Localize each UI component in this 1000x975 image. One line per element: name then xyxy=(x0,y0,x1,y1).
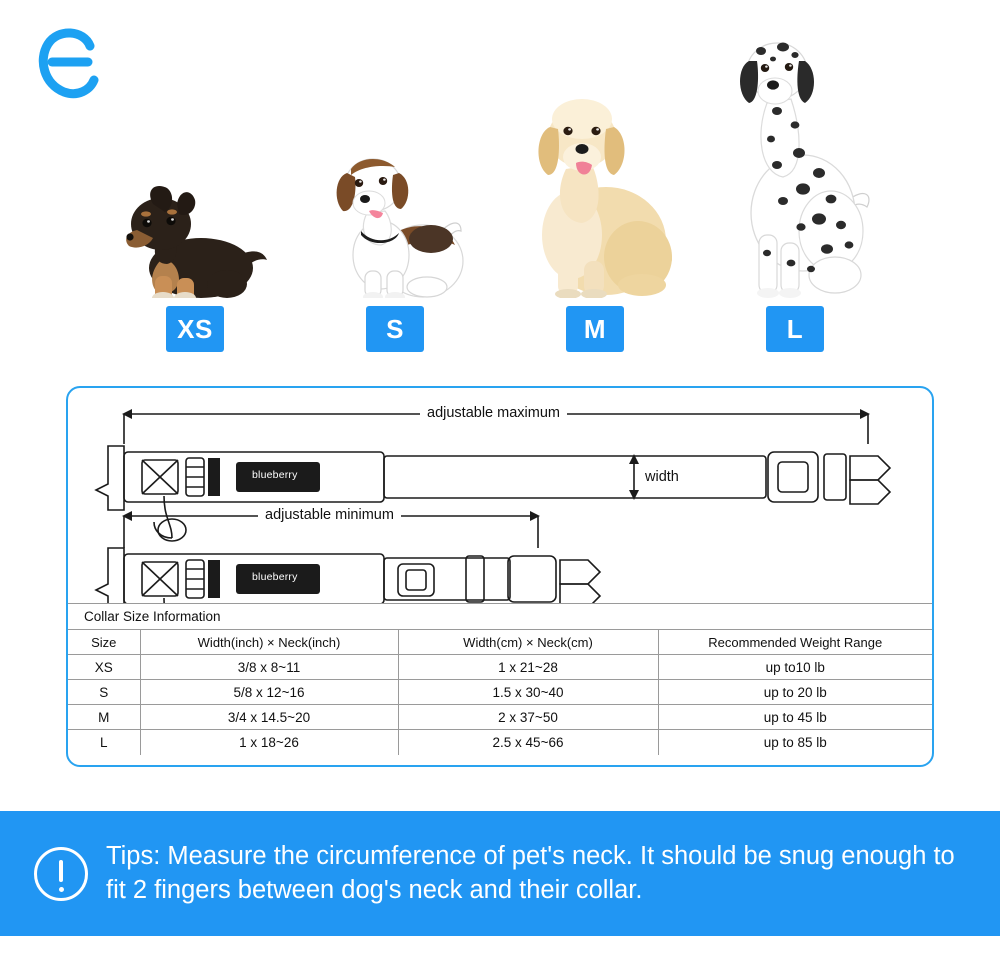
cell-inch: 1 x 18~26 xyxy=(140,730,398,755)
dog-size-cell-m xyxy=(510,53,680,352)
size-badge-s: S xyxy=(366,306,424,352)
dog-photo-dalmatian xyxy=(715,13,875,298)
cell-size: M xyxy=(68,705,140,730)
dog-size-cell-s xyxy=(315,93,475,352)
dog-size-gallery xyxy=(0,0,1000,352)
dog-size-cell-l xyxy=(715,13,875,352)
table-row xyxy=(68,655,932,680)
collar-size-table xyxy=(68,603,932,755)
collar-diagram xyxy=(68,388,932,603)
cell-size: L xyxy=(68,730,140,755)
table-caption-row xyxy=(68,604,932,630)
cell-cm: 1 x 21~28 xyxy=(398,655,658,680)
cell-cm: 2 x 37~50 xyxy=(398,705,658,730)
size-badge-xs: XS xyxy=(166,306,224,352)
collar-size-card xyxy=(66,386,934,767)
collar-size-table-wrap xyxy=(68,603,932,755)
cell-size: S xyxy=(68,680,140,705)
table-header-row xyxy=(68,630,932,655)
cell-inch: 5/8 x 12~16 xyxy=(140,680,398,705)
dog-size-cell-xs xyxy=(115,108,275,352)
size-badge-m: M xyxy=(566,306,624,352)
header-size: Size xyxy=(68,630,140,655)
label-width: width xyxy=(645,469,679,485)
table-row xyxy=(68,680,932,705)
header-inch: Width(inch) × Neck(inch) xyxy=(140,630,398,655)
cell-size: XS xyxy=(68,655,140,680)
cell-inch: 3/4 x 14.5~20 xyxy=(140,705,398,730)
label-adjustable-maximum: adjustable maximum xyxy=(420,405,567,421)
table-row xyxy=(68,705,932,730)
collar-brand-text-2: blueberry xyxy=(252,571,298,583)
exclamation-circle-icon xyxy=(34,847,88,901)
cell-weight: up to 45 lb xyxy=(658,705,932,730)
header-cm: Width(cm) × Neck(cm) xyxy=(398,630,658,655)
cell-cm: 2.5 x 45~66 xyxy=(398,730,658,755)
dog-photo-puppy xyxy=(115,108,275,298)
dog-photo-beagle xyxy=(315,93,475,298)
cell-weight: up to 20 lb xyxy=(658,680,932,705)
tips-banner xyxy=(0,811,1000,936)
cell-weight: up to10 lb xyxy=(658,655,932,680)
cell-weight: up to 85 lb xyxy=(658,730,932,755)
cell-inch: 3/8 x 8~11 xyxy=(140,655,398,680)
collar-brand-text: blueberry xyxy=(252,469,298,481)
tips-text: Tips: Measure the circumference of pet's neck. It should be snug enough to fit 2 fingers between dog's neck and their collar. xyxy=(106,841,955,904)
dog-photo-golden-retriever xyxy=(510,53,680,298)
cell-cm: 1.5 x 30~40 xyxy=(398,680,658,705)
header-weight: Recommended Weight Range xyxy=(658,630,932,655)
size-badge-l: L xyxy=(766,306,824,352)
table-row xyxy=(68,730,932,755)
label-adjustable-minimum: adjustable minimum xyxy=(258,507,401,523)
table-caption: Collar Size Information xyxy=(68,604,932,630)
